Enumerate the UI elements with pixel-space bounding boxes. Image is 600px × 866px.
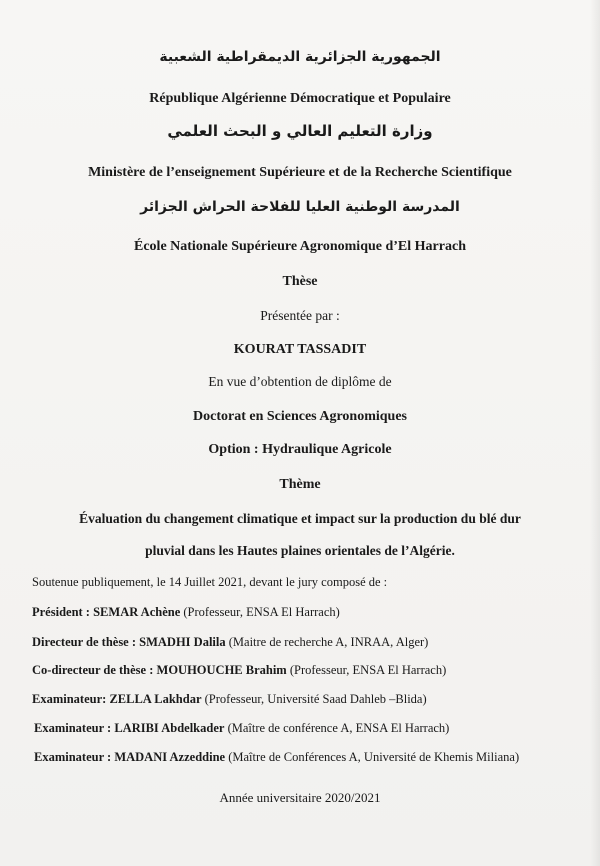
- thesis-title-line-1: Évaluation du changement climatique et impact sur la production du blé dur: [79, 511, 521, 526]
- degree-name: Doctorat en Sciences Agronomiques: [193, 409, 407, 424]
- jury-detail: (Maître de Conférences A, Université de Khemis Miliana): [225, 750, 520, 764]
- presented-by: Présentée par :: [260, 308, 340, 323]
- jury-name: SEMAR Achène: [93, 605, 181, 619]
- jury-detail: (Professeur, Université Saad Dahleb –Blida): [201, 692, 427, 706]
- jury-member: [34, 751, 519, 764]
- thesis-title-line-2: pluvial dans les Hautes plaines orientales de l’Algérie.: [145, 543, 455, 558]
- jury-role: Examinateur :: [34, 721, 115, 735]
- school-heading: École Nationale Supérieure Agronomique d’El Harrach: [134, 239, 466, 254]
- jury-role: Co-directeur de thèse :: [32, 663, 157, 677]
- ministry-heading: Ministère de l’enseignement Supérieure et de la Recherche Scientifique: [88, 165, 512, 180]
- jury-role: Examinateur :: [34, 750, 115, 764]
- jury-name: SMADHI Dalila: [139, 635, 226, 649]
- author-name: KOURAT TASSADIT: [233, 342, 367, 357]
- jury-role: Président :: [32, 605, 94, 619]
- arabic-republic-heading: الجمهورية الجزائرية الديمقراطية الشعبية: [159, 49, 441, 65]
- defense-intro: Soutenue publiquement, le 14 Juillet 2021, devant le jury composé de :: [32, 575, 388, 589]
- jury-member: [32, 693, 427, 706]
- jury-role: Directeur de thèse :: [32, 635, 140, 649]
- arabic-ministry-heading: وزارة التعليم العالي و البحث العلمي: [167, 122, 433, 140]
- jury-role: Examinateur:: [32, 692, 110, 706]
- jury-name: MADANI Azzeddine: [114, 750, 226, 764]
- jury-detail: (Maître de conférence A, ENSA El Harrach): [224, 721, 450, 735]
- degree-purpose: En vue d’obtention de diplôme de: [208, 374, 392, 389]
- arabic-school-heading: المدرسة الوطنية العليا للفلاحة الحراش الجزائر: [140, 199, 460, 215]
- theme-label: Thème: [279, 477, 321, 492]
- jury-detail: (Professeur, ENSA El Harrach): [180, 605, 340, 619]
- jury-member: [32, 664, 446, 677]
- jury-detail: (Professeur, ENSA El Harrach): [286, 663, 447, 677]
- jury-name: LARIBI Abdelkader: [114, 721, 225, 735]
- jury-detail: (Maitre de recherche A, INRAA, Alger): [225, 635, 429, 649]
- jury-member: [32, 636, 428, 649]
- jury-name: MOUHOUCHE Brahim: [156, 663, 287, 677]
- jury-member: [34, 722, 449, 735]
- jury-member: [32, 606, 340, 619]
- republic-heading: République Algérienne Démocratique et Populaire: [149, 91, 451, 106]
- academic-year: Année universitaire 2020/2021: [219, 790, 381, 805]
- thesis-type: Thèse: [282, 274, 318, 289]
- jury-name: ZELLA Lakhdar: [109, 692, 202, 706]
- degree-option: Option : Hydraulique Agricole: [208, 442, 392, 457]
